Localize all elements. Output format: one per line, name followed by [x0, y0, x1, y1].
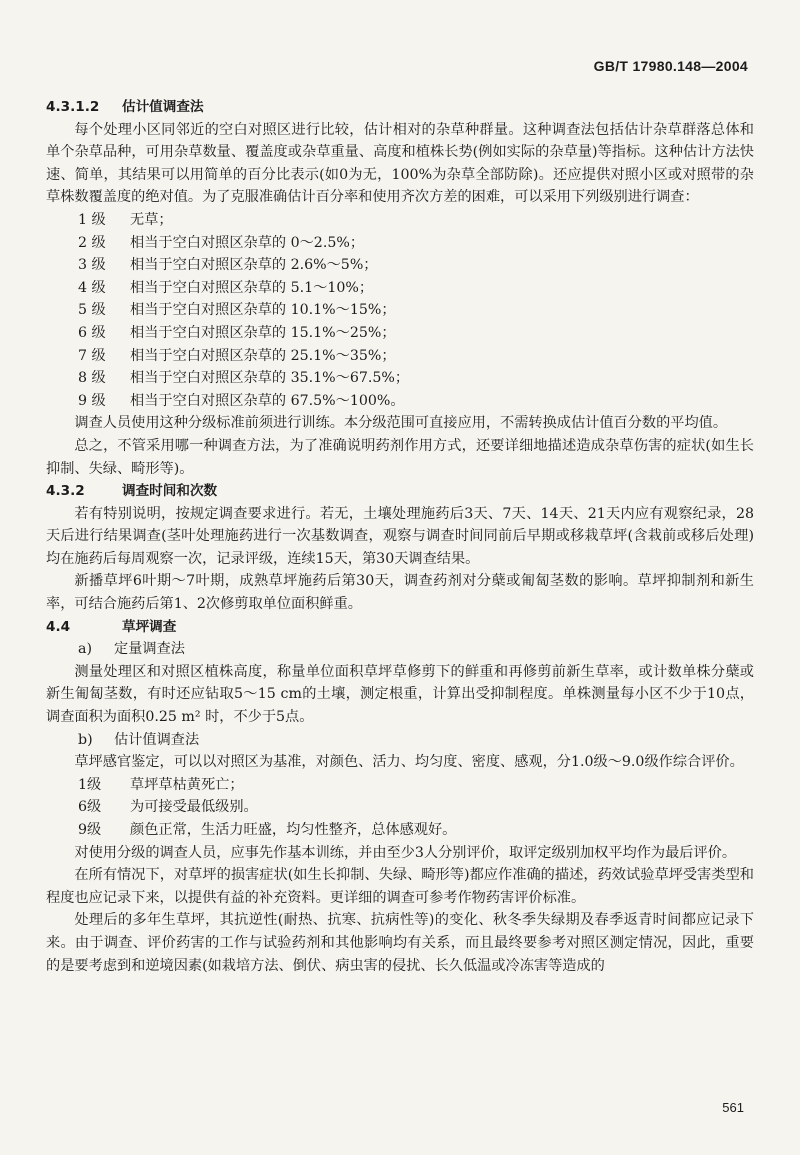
list-item — [46, 277, 754, 300]
level-label: 7 级 — [78, 347, 106, 364]
paragraph-training-note: 调查人员使用这种分级标准前须进行训练。本分级范围可直接应用，不需转换成估计值百分数的平均值。 — [74, 415, 728, 432]
level-text: 相当于空白对照区杂草的 10.1%～15%； — [130, 302, 396, 319]
section-heading-4-3-1-2 — [46, 96, 754, 119]
level-text: 相当于空白对照区杂草的 67.5%～100%。 — [130, 392, 405, 409]
level-text: 无草； — [130, 211, 173, 228]
level-label: 4 级 — [78, 279, 106, 296]
list-item — [46, 390, 754, 413]
document-body — [46, 96, 754, 977]
subheading-marker: a) — [78, 641, 92, 658]
paragraph-quantitative: 测量处理区和对照区植株高度，称量单位面积草坪草修剪下的鲜重和再修剪前新生草率，或计数单株分蘖或新生匍匐茎数，有时还应钻取5～15 cm的土壤，测定根重，计算出受抑制程度。单株测量每小区不少于10点，调查面积为面积0.25 m² 时，不少于5点。 — [46, 663, 754, 726]
level-label: 9级 — [78, 822, 102, 838]
paragraph-history: 处理后的多年生草坪，其抗逆性(耐热、抗寒、抗病性等)的变化、秋冬季失绿期及春季返青时间都应记录下来。由于调查、评价药害的工作与试验药剂和其他影响均有关系，而且最终要参考对照区测定情况，因此，重要的是要考虑到和逆境因素(如栽培方法、倒伏、病虫害的侵扰、长久低温或冷冻害等造成的 — [46, 912, 754, 974]
subheading-title: 定量调查法 — [114, 641, 185, 658]
section-heading-4-3-2 — [46, 480, 754, 503]
level-text: 为可接受最低级别。 — [130, 799, 258, 816]
level-text: 相当于空白对照区杂草的 15.1%～25%； — [130, 324, 396, 341]
level-text: 相当于空白对照区杂草的 0～2.5%； — [130, 234, 365, 251]
section-title: 草坪调查 — [122, 618, 177, 635]
level-text: 颜色正常，生活力旺盛，均匀性整齐，总体感观好。 — [130, 822, 457, 838]
level-text: 相当于空白对照区杂草的 35.1%～67.5%； — [130, 370, 410, 387]
list-item — [46, 254, 754, 277]
subheading-quantitative — [46, 638, 754, 661]
level-text: 相当于空白对照区杂草的 5.1～10%； — [130, 279, 374, 296]
paragraph-summary: 总之，不管采用哪一种调查方法，为了准确说明药剂作用方式，还要详细地描述造成杂草伤害的症状(如生长抑制、失绿、畸形等)。 — [46, 437, 754, 477]
paragraph-intro: 每个处理小区同邻近的空白对照区进行比较，估计相对的杂草种群量。这种调查法包括估计杂草群落总体和单个杂草品种，可用杂草数量、覆盖度或杂草重量、高度和植株长势(例如实际的杂草量)等指标。这种估计方法快速、简单，其结果可以用简单的百分比表示(如0为无，100%为杂草全部防除)。还应提供对照小区或对照带的杂草株数覆盖度的绝对值。为了克服准确估计百分率和使用齐次方差的困难，可以采用下列级别进行调查： — [46, 121, 754, 206]
section-number: 4.4 — [46, 618, 71, 635]
list-item — [46, 774, 754, 797]
level-label: 5 级 — [78, 302, 106, 319]
standard-code: GB/T 17980.148—2004 — [593, 58, 748, 74]
paragraph-symptoms: 在所有情况下，对草坪的损害症状(如生长抑制、失绿、畸形等)都应作准确的描述，药效试验草坪受害类型和程度也应记录下来，以提供有益的补充资料。更详细的调查可参考作物药害评价标准。 — [46, 867, 754, 906]
section-number: 4.3.2 — [46, 483, 85, 500]
page-number: 561 — [722, 1100, 744, 1115]
list-item — [46, 345, 754, 368]
paragraph-sensory: 草坪感官鉴定，可以以对照区为基准，对颜色、活力、均匀度、密度、感观，分1.0级～9.0级作综合评价。 — [74, 754, 744, 771]
section-title: 估计值调查法 — [122, 99, 204, 115]
level-label: 3 级 — [78, 257, 106, 274]
paragraph-timing: 若有特别说明，按规定调查要求进行。若无，土壤处理施药后3天、7天、14天、21天内应有观察纪录，28天后进行结果调查(茎叶处理施药进行一次基数调查，观察与调查时间同前后早期或移栽草坪(含栽前或移后处理)均在施药后每周观察一次，记录评级，连续15天，第30天调查结果。 — [46, 505, 754, 567]
level-label: 1 级 — [78, 211, 106, 228]
level-text: 草坪草枯黄死亡； — [130, 776, 244, 793]
section-heading-4-4 — [46, 616, 754, 639]
paragraph-grading: 对使用分级的调查人员，应事先作基本训练，并由至少3人分别评价，取评定级别加权平均作为最后评价。 — [74, 844, 737, 861]
level-text: 相当于空白对照区杂草的 2.6%～5%； — [130, 257, 378, 274]
subheading-estimate — [46, 729, 754, 752]
level-label: 6 级 — [78, 324, 106, 341]
list-item — [46, 796, 754, 819]
list-item — [46, 209, 754, 232]
list-item — [46, 232, 754, 255]
list-item — [46, 322, 754, 345]
paragraph-new-turf: 新播草坪6叶期～7叶期，成熟草坪施药后第30天，调查药剂对分蘖或匍匐茎数的影响。草坪抑制剂和新生率，可结合施药后第1、2次修剪取单位面积鲜重。 — [46, 573, 754, 613]
level-text: 相当于空白对照区杂草的 25.1%～35%； — [130, 347, 396, 364]
level-label: 2 级 — [78, 234, 106, 251]
level-label: 8 级 — [78, 370, 106, 387]
turf-level-list — [46, 774, 754, 842]
level-label: 9 级 — [78, 392, 106, 409]
level-label: 6级 — [78, 799, 102, 816]
level-label: 1级 — [78, 776, 102, 793]
subheading-title: 估计值调查法 — [114, 731, 200, 748]
list-item — [46, 819, 754, 842]
section-number: 4.3.1.2 — [46, 99, 100, 115]
list-item — [46, 299, 754, 322]
subheading-marker: b) — [78, 731, 93, 748]
section-title: 调查时间和次数 — [122, 483, 218, 500]
level-list — [46, 209, 754, 412]
list-item — [46, 367, 754, 390]
